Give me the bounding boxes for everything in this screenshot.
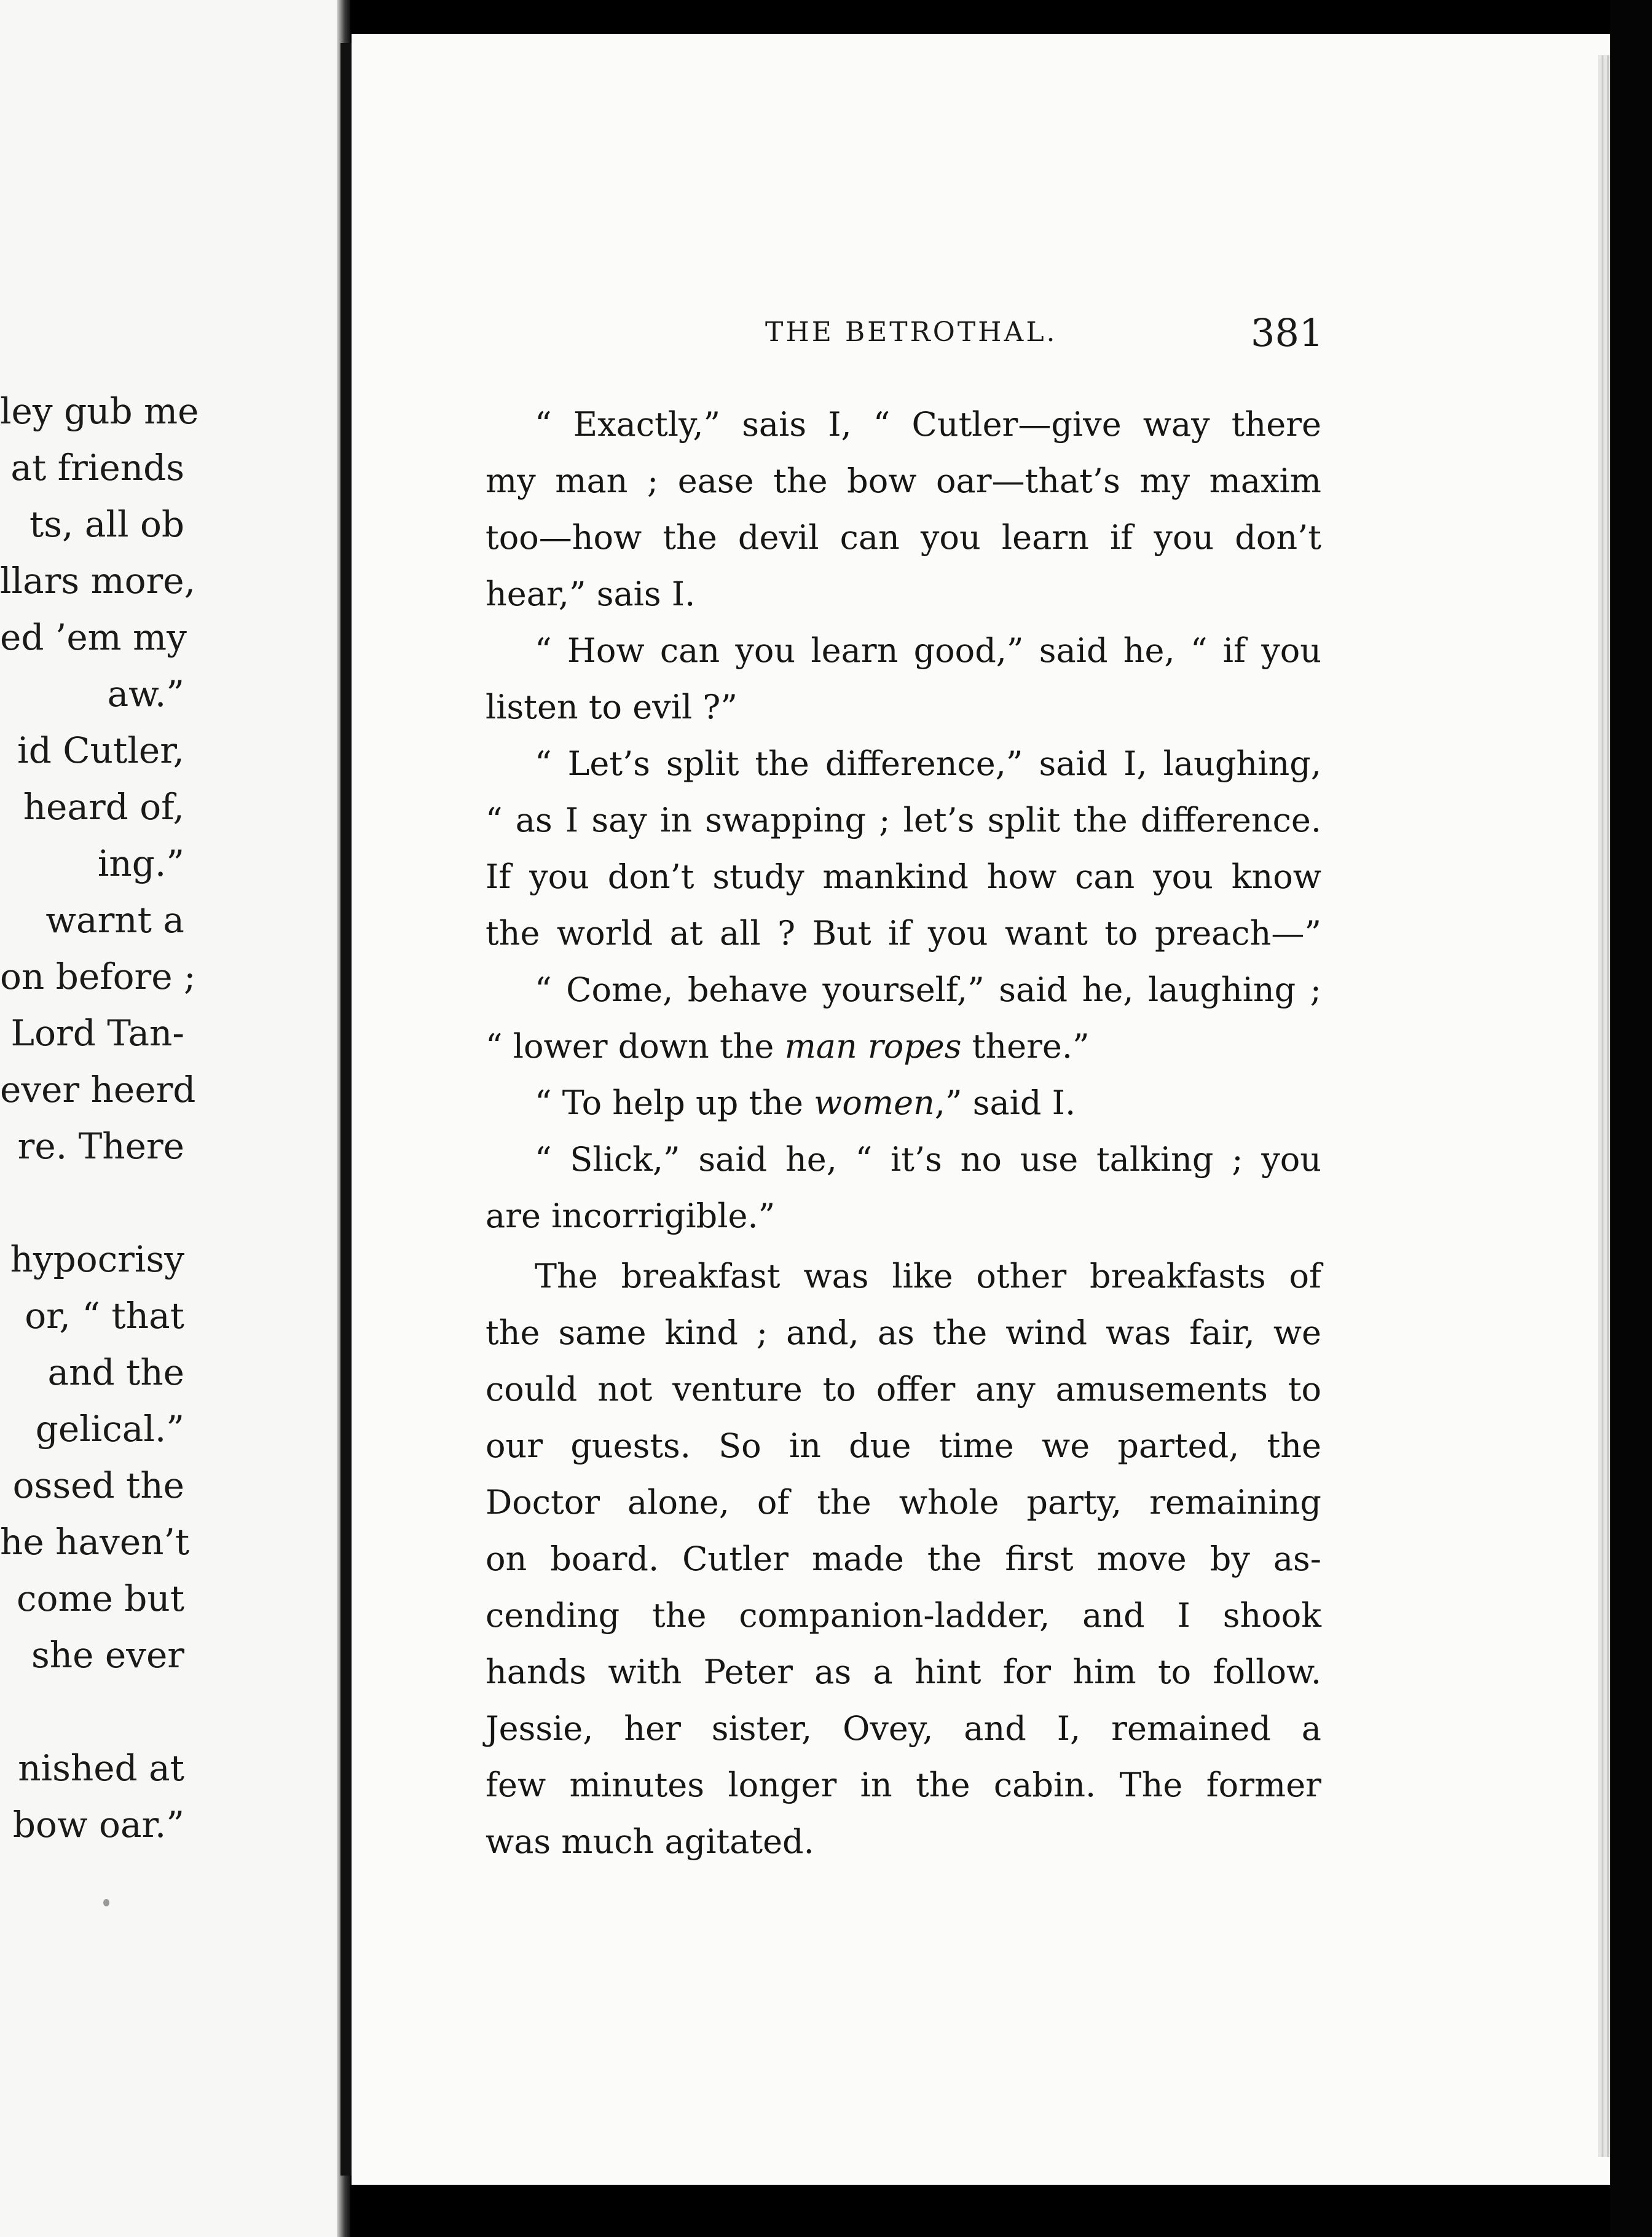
left-page-line: heard of,	[23, 786, 184, 828]
left-page-line: at friends	[10, 447, 184, 489]
left-page-line: gelical.”	[35, 1408, 184, 1450]
left-page-line	[0, 1683, 184, 1740]
left-page-fragment	[0, 0, 345, 2237]
text-line: hands with Peter as a hint for him to follow.	[486, 1653, 1321, 1691]
text-line: was much agitated.	[486, 1822, 814, 1861]
left-page-line: aw.”	[107, 673, 184, 715]
scan-background-edge	[1610, 0, 1652, 2237]
text-line: on board. Cutler made the first move by as-	[486, 1539, 1321, 1578]
text-line: the same kind ; and, as the wind was fair, we	[486, 1313, 1321, 1352]
text-line: few minutes longer in the cabin. The former	[486, 1766, 1321, 1804]
left-page-line: on before ;	[0, 956, 196, 997]
text-line: my man ; ease the bow oar—that’s my maxim	[486, 462, 1321, 500]
page-number: 381	[1251, 310, 1324, 355]
left-page-line: ts, all ob	[29, 503, 184, 545]
text-line: “ lower down the man ropes there.”	[486, 1027, 1090, 1066]
text-line: Doctor alone, of the whole party, remaining	[486, 1483, 1321, 1522]
text-line: are incorrigible.”	[486, 1197, 776, 1235]
text-line: Jessie, her sister, Ovey, and I, remained a	[486, 1709, 1321, 1748]
text-line: “ Exactly,” sais I, “ Cutler—give way there	[535, 405, 1321, 444]
body-text	[486, 396, 1321, 1870]
running-head: THE BETROTHAL.	[765, 316, 1058, 348]
left-page-line: llars more,	[0, 560, 196, 602]
text-line: too—how the devil can you learn if you don’t	[486, 518, 1321, 557]
text-line: the world at all ? But if you want to preach—”	[486, 914, 1321, 953]
left-page-line: and the	[47, 1351, 184, 1393]
text-line: hear,” sais I.	[486, 575, 696, 613]
left-page-text	[0, 383, 199, 1853]
text-line: The breakfast was like other breakfasts of	[535, 1257, 1321, 1295]
left-page-line: hypocrisy	[10, 1238, 184, 1280]
left-page-line: bow oar.”	[12, 1804, 184, 1846]
book-spine	[340, 43, 352, 2176]
text-line: “ Come, behave yourself,” said he, laughing ;	[535, 970, 1321, 1009]
text-line: our guests. So in due time we parted, the	[486, 1426, 1321, 1465]
text-line: “ Slick,” said he, “ it’s no use talking ; you	[535, 1140, 1321, 1179]
left-page-line: id Cutler,	[17, 729, 184, 771]
text-line: “ as I say in swapping ; let’s split the difference.	[486, 801, 1321, 839]
text-line: If you don’t study mankind how can you know	[486, 857, 1321, 896]
left-page-line: nished at	[18, 1747, 184, 1789]
left-page-line: Lord Tan-	[10, 1012, 184, 1054]
left-page-line: ossed the	[12, 1464, 184, 1506]
left-page-line: come but	[17, 1578, 184, 1619]
text-line: “ Let’s split the difference,” said I, laughing,	[535, 744, 1321, 783]
text-line: could not venture to offer any amusements to	[486, 1370, 1321, 1409]
text-line: “ To help up the women,” said I.	[535, 1083, 1076, 1122]
text-line: cending the companion-ladder, and I shook	[486, 1596, 1321, 1635]
text-line: “ How can you learn good,” said he, “ if you	[535, 631, 1321, 670]
left-page-line: he haven’t	[0, 1521, 190, 1563]
left-page-line: warnt a	[45, 899, 184, 941]
left-page-line: ley gub me	[0, 390, 199, 432]
text-line: listen to evil ?”	[486, 688, 738, 726]
paper-speck	[103, 1899, 109, 1906]
left-page-line: ed ’em my	[0, 616, 187, 658]
left-page-line	[0, 1174, 184, 1231]
left-page-line: re. There	[17, 1125, 184, 1167]
left-page-line: she ever	[31, 1634, 184, 1676]
left-page-line: ever heerd	[0, 1069, 196, 1111]
left-page-line: ing.”	[97, 843, 184, 884]
left-page-line: or, “ that	[25, 1295, 184, 1337]
